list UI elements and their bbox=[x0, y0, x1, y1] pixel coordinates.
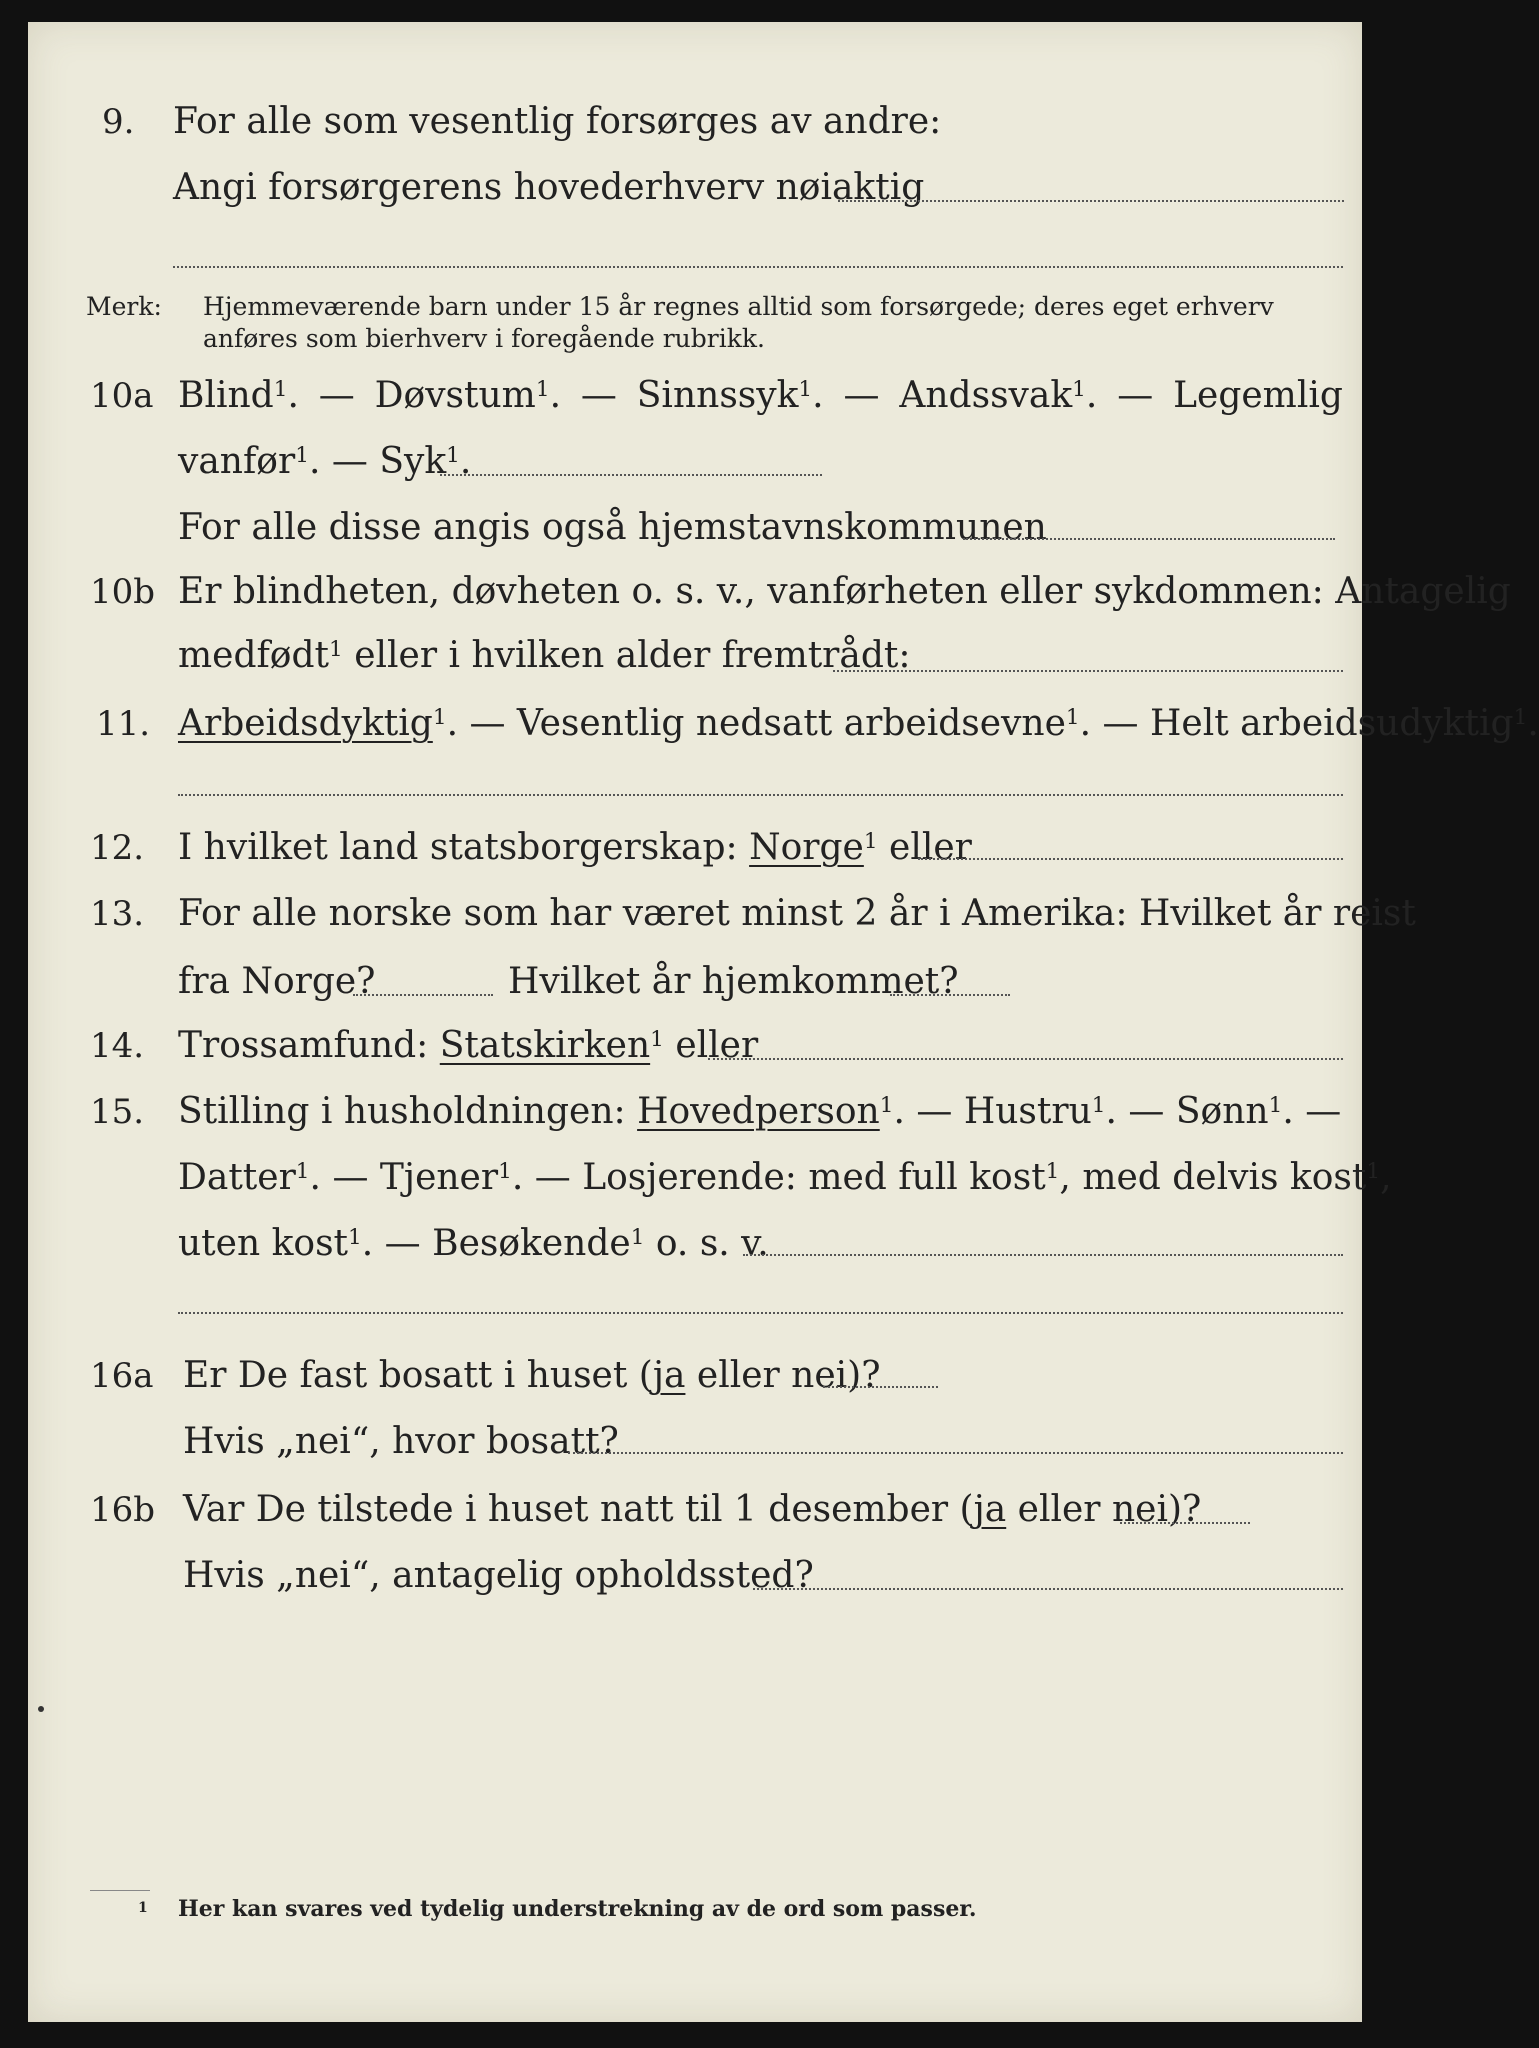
option-arbeidsdyktig[interactable]: Arbeidsdyktig bbox=[178, 703, 433, 744]
q16a-line2: Hvis „nei“, hvor bosatt? bbox=[183, 1421, 619, 1462]
dash: — bbox=[1102, 703, 1139, 744]
option-sonn[interactable]: Sønn$^1$. bbox=[1175, 1091, 1294, 1132]
option-hustru[interactable]: Hustru$^1$. bbox=[963, 1091, 1117, 1132]
q12-number: 12. bbox=[90, 828, 145, 868]
q14-answer-line[interactable] bbox=[708, 1058, 1343, 1060]
census-form-page bbox=[28, 22, 1539, 2022]
q16a-number: 16a bbox=[90, 1356, 154, 1396]
q10b-number: 10b bbox=[90, 572, 156, 612]
option-16a-ja[interactable]: ja bbox=[652, 1355, 686, 1396]
option-statskirken[interactable]: Statskirken bbox=[439, 1025, 651, 1066]
merk-line1: Hjemmeværende barn under 15 år regnes alltid som forsørgede; deres eget erhverv bbox=[203, 292, 1274, 321]
q16b-number: 16b bbox=[90, 1490, 156, 1530]
option-tjener[interactable]: Tjener$^1$. bbox=[379, 1157, 524, 1198]
q10a-line1 bbox=[178, 376, 1343, 416]
q10a-hjemstavn-line[interactable] bbox=[963, 538, 1335, 540]
q9-answer-line-2[interactable] bbox=[173, 266, 1343, 268]
dash: — bbox=[916, 1091, 953, 1132]
merk-label: Merk: bbox=[86, 292, 162, 321]
margin-dot bbox=[38, 1706, 44, 1712]
q16a-answer-line[interactable] bbox=[823, 1386, 938, 1388]
q16b-line1 bbox=[183, 1490, 1201, 1530]
option-dovstum[interactable]: Døvstum$^1$. bbox=[374, 375, 562, 416]
option-helt-udyktig[interactable]: Helt arbeidsudyktig$^1$. bbox=[1150, 703, 1539, 744]
q14-text: Trossamfund: bbox=[178, 1025, 429, 1066]
q15-line2 bbox=[178, 1158, 1392, 1198]
q11-answer-line[interactable] bbox=[178, 794, 1343, 796]
option-norge[interactable]: Norge bbox=[749, 827, 864, 868]
q16a-bosatt-line[interactable] bbox=[568, 1452, 1343, 1454]
dash: — bbox=[469, 703, 506, 744]
q13-fra-norge: fra Norge? bbox=[178, 961, 376, 1002]
option-medfodt[interactable]: medfødt$^1$ bbox=[178, 635, 343, 676]
footnote-text: Her kan svares ved tydelig understrekning av de ord som passer. bbox=[178, 1896, 977, 1922]
q16b-opholdssted-line[interactable] bbox=[753, 1588, 1343, 1590]
merk-line2: anføres som bierhverv i foregående rubrikk. bbox=[203, 324, 765, 353]
option-hovedperson[interactable]: Hovedperson bbox=[637, 1091, 880, 1132]
q11-number: 11. bbox=[96, 704, 151, 744]
footnote-number: 1 bbox=[138, 1900, 148, 1916]
q10b-answer-line[interactable] bbox=[833, 670, 1343, 672]
q16b-text-b: eller nei)? bbox=[1017, 1489, 1202, 1530]
q10a-line2 bbox=[178, 442, 471, 482]
dash: — bbox=[534, 1157, 571, 1198]
q12-eller: eller bbox=[889, 827, 972, 868]
option-besokende[interactable]: Besøkende$^1$ bbox=[432, 1223, 645, 1264]
q13-reist-answer[interactable] bbox=[353, 994, 493, 996]
dash: — bbox=[843, 375, 880, 416]
q10b-line2-rest: eller i hvilken alder fremtrådt: bbox=[354, 635, 911, 676]
dash: — bbox=[580, 375, 617, 416]
dash: — bbox=[318, 375, 355, 416]
q15-answer-line-2[interactable] bbox=[178, 1312, 1343, 1314]
q15-text: Stilling i husholdningen: bbox=[178, 1091, 626, 1132]
q16b-text-a: Var De tilstede i huset natt til 1 desember ( bbox=[183, 1489, 974, 1530]
q15-line1: Stilling i husholdningen: Hovedperson$^1$. — Hustru$^1$. — Sønn$^1$. — bbox=[178, 1091, 1342, 1132]
q13-hjemkommet: Hvilket år hjemkommet? bbox=[508, 961, 959, 1002]
q9-line1: For alle som vesentlig forsørges av andre: bbox=[173, 101, 942, 142]
q13-hjem-answer[interactable] bbox=[890, 994, 1010, 996]
q12-line: I hvilket land statsborgerskap: Norge$^1$ eller bbox=[178, 827, 972, 868]
q11-line: Arbeidsdyktig$^1$. — Vesentlig nedsatt arbeidsevne$^1$. — Helt arbeidsudyktig$^1$. bbox=[178, 703, 1539, 744]
q15-answer-line[interactable] bbox=[743, 1254, 1343, 1256]
dash: — bbox=[384, 1223, 421, 1264]
option-blind[interactable]: Blind$^1$. bbox=[178, 375, 299, 416]
q16a-text-a: Er De fast bosatt i huset ( bbox=[183, 1355, 653, 1396]
q14-line: Trossamfund: Statskirken$^1$ eller bbox=[178, 1025, 759, 1066]
option-vesentlig-nedsatt[interactable]: Vesentlig nedsatt arbeidsevne$^1$. bbox=[516, 703, 1092, 744]
q13-line1: For alle norske som har været minst 2 år i Amerika: Hvilket år reist bbox=[178, 893, 1416, 934]
q10a-answer-line[interactable] bbox=[440, 474, 822, 476]
q10b-line2 bbox=[178, 636, 910, 676]
q9-number: 9. bbox=[102, 102, 135, 142]
q9-line2: Angi forsørgerens hovederhverv nøiaktig bbox=[173, 167, 925, 208]
footnote-rule bbox=[90, 1890, 150, 1891]
option-16b-ja[interactable]: ja bbox=[973, 1489, 1007, 1530]
option-syk[interactable]: Syk$^1$. bbox=[379, 441, 472, 482]
q16a-text-b: eller nei)? bbox=[696, 1355, 881, 1396]
q16b-answer-line[interactable] bbox=[1120, 1522, 1250, 1524]
dash: — bbox=[1128, 1091, 1165, 1132]
q16a-line1 bbox=[183, 1356, 881, 1396]
option-datter[interactable]: Datter$^1$. bbox=[178, 1157, 321, 1198]
q15-osv: o. s. v. bbox=[655, 1223, 769, 1264]
q14-number: 14. bbox=[90, 1026, 145, 1066]
dash: — bbox=[1117, 375, 1154, 416]
q9-answer-line[interactable] bbox=[838, 200, 1344, 202]
option-andssvak[interactable]: Andssvak$^1$. bbox=[899, 375, 1098, 416]
q10b-line1: Er blindheten, døvheten o. s. v., vanførheten eller sykdommen: Antagelig bbox=[178, 571, 1511, 612]
option-losjerende-full[interactable]: Losjerende: med full kost$^1$, bbox=[582, 1157, 1071, 1198]
dash: — bbox=[331, 441, 368, 482]
option-vanfor[interactable]: vanfør$^1$. bbox=[178, 441, 321, 482]
q14-eller: eller bbox=[675, 1025, 759, 1066]
q10a-line3: For alle disse angis også hjemstavnskommunen bbox=[178, 507, 1047, 548]
option-uten-kost[interactable]: uten kost$^1$. bbox=[178, 1223, 374, 1264]
q16b-line2: Hvis „nei“, antagelig opholdssted? bbox=[183, 1555, 814, 1596]
q15-number: 15. bbox=[90, 1092, 145, 1132]
option-legemlig[interactable]: Legemlig bbox=[1173, 375, 1343, 416]
dash: — bbox=[1305, 1091, 1342, 1132]
q12-answer-line[interactable] bbox=[918, 858, 1343, 860]
q15-line3 bbox=[178, 1224, 769, 1264]
q13-number: 13. bbox=[90, 894, 145, 934]
q12-text: I hvilket land statsborgerskap: bbox=[178, 827, 738, 868]
dash: — bbox=[332, 1157, 369, 1198]
option-sinnssyk[interactable]: Sinnssyk$^1$. bbox=[636, 375, 824, 416]
q10a-number: 10a bbox=[90, 376, 154, 416]
option-losjerende-delvis[interactable]: med delvis kost$^1$, bbox=[1082, 1157, 1392, 1198]
